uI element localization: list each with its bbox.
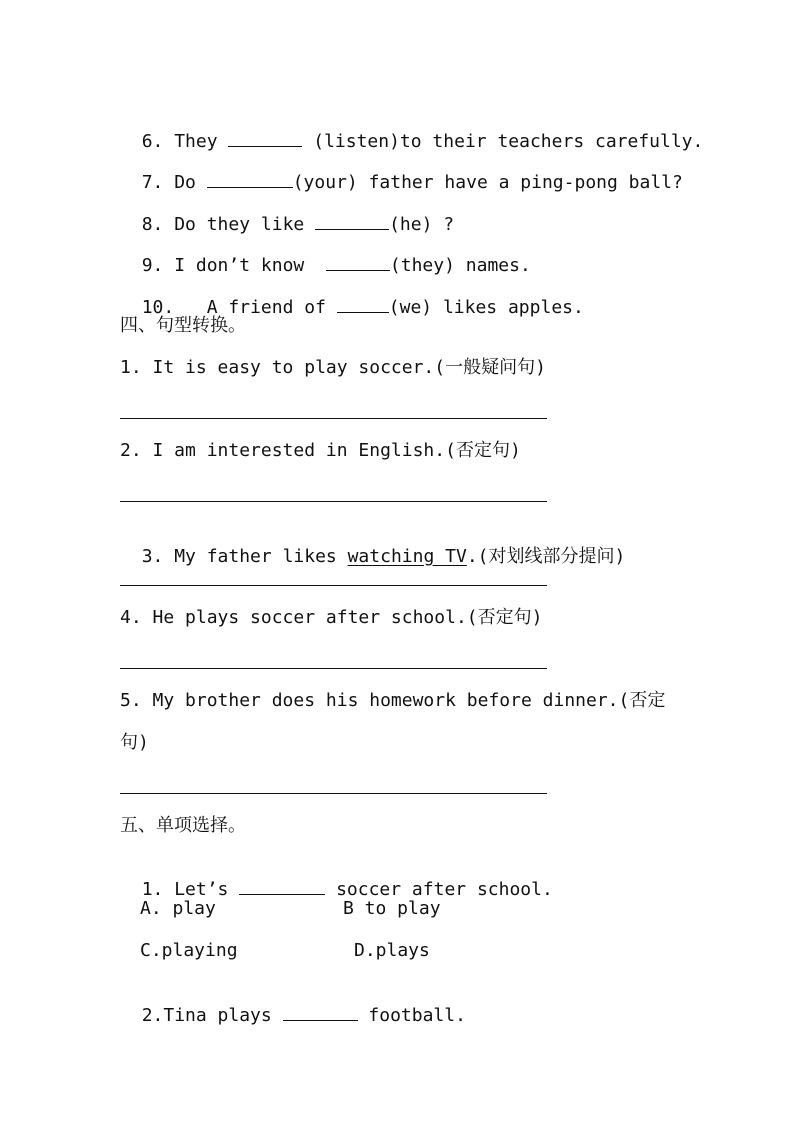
answer-blank[interactable]: [228, 130, 302, 147]
transform-item-2: 2. I am interested in English.(否定句): [120, 440, 521, 461]
answer-blank[interactable]: [326, 254, 390, 271]
answer-blank[interactable]: [239, 878, 325, 895]
transform-item-1: 1. It is easy to play soccer.(一般疑问句): [120, 357, 546, 378]
option-b[interactable]: B to play: [343, 898, 441, 919]
option-a[interactable]: A. play: [140, 898, 216, 919]
section-heading-5: 五、单项选择。: [120, 815, 246, 836]
item-text: 8. Do they like: [141, 214, 316, 235]
item-text: 3. My father likes: [141, 546, 348, 567]
answer-blank[interactable]: [207, 171, 293, 188]
transform-item-5-line2: 句): [120, 732, 149, 753]
answer-blank[interactable]: [315, 213, 389, 230]
answer-line-1[interactable]: [120, 418, 547, 419]
fill-item-8: [120, 191, 454, 236]
fill-item-6: [120, 108, 703, 153]
fill-item-7: [120, 149, 683, 194]
item-text: 9. I don’t know: [141, 255, 326, 276]
item-hint: (he) ?: [389, 214, 455, 235]
item-text: 10. A friend of: [141, 297, 337, 318]
choice-item-2: [120, 982, 466, 1027]
option-c[interactable]: C.playing: [140, 940, 238, 961]
fill-item-10: [120, 274, 584, 319]
underlined-phrase: watching TV: [347, 546, 467, 567]
item-hint: (we) likes apples.: [388, 297, 584, 318]
answer-line-4[interactable]: [120, 668, 547, 669]
choice-item-1: [120, 856, 553, 901]
item-text: football.: [357, 1005, 466, 1026]
item-text: 1. Let’s: [141, 879, 240, 900]
item-hint: (they) names.: [389, 255, 531, 276]
answer-blank[interactable]: [337, 296, 389, 313]
item-text: 7. Do: [141, 172, 207, 193]
item-instruction: .(对划线部分提问): [466, 546, 626, 567]
answer-blank[interactable]: [283, 1004, 358, 1021]
item-text: 6. They: [141, 131, 229, 152]
fill-item-9: [120, 232, 531, 277]
item-text: soccer after school.: [325, 879, 553, 900]
answer-line-3[interactable]: [120, 585, 547, 586]
option-d[interactable]: D.plays: [354, 940, 430, 961]
item-hint: (listen)to their teachers carefully.: [302, 131, 704, 152]
item-text: 2.Tina plays: [141, 1005, 283, 1026]
section-heading-4: 四、句型转换。: [120, 315, 246, 336]
transform-item-3: [120, 524, 625, 568]
item-hint: (your) father have a ping-pong ball?: [292, 172, 683, 193]
transform-item-5-line1: 5. My brother does his homework before dinner.(否定: [120, 690, 666, 711]
transform-item-4: 4. He plays soccer after school.(否定句): [120, 607, 543, 628]
answer-line-5[interactable]: [120, 793, 547, 794]
answer-line-2[interactable]: [120, 501, 547, 502]
